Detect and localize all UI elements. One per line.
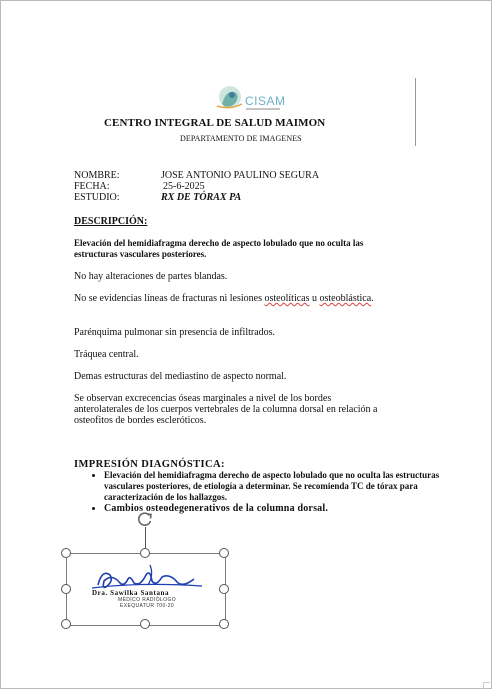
resize-handle-left[interactable] (61, 584, 71, 594)
center-name: CENTRO INTEGRAL DE SALUD MAIMON (104, 117, 326, 129)
signature-title: MÉDICO RADIÓLOGO (118, 597, 177, 603)
signature-name: Dra. Sawilka Santana (92, 589, 170, 597)
resize-handle-right[interactable] (219, 584, 229, 594)
finding-parenchyma: Parénquima pulmonar sin presencia de infiltrados. (74, 327, 276, 338)
resize-handle-top-right[interactable] (219, 548, 229, 558)
spellcheck-word-osteoliticas[interactable]: osteolíticas (264, 293, 310, 304)
finding-diaphragm: Elevación del hemidiafragma derecho de aspecto lobulado que no oculta las estructuras vasculares posteriores. (74, 238, 364, 259)
date-value: 25-6-2025 (163, 181, 205, 192)
study-value: RX DE TÓRAX PA (161, 192, 242, 203)
finding-vertebrae: Se observan excrecencias óseas marginales a nivel de los bordes anterolaterales de los cuerpos vertebrales de la columna dorsal en relación a osteofitos de bordes escleróticos. (74, 393, 378, 426)
resize-handle-top-left[interactable] (61, 548, 71, 558)
resize-handle-bottom[interactable] (140, 619, 150, 629)
name-value: JOSE ANTONIO PAULINO SEGURA (161, 170, 320, 181)
resize-handle-top[interactable] (140, 548, 150, 558)
description-heading: DESCRIPCIÓN: (74, 216, 148, 227)
finding-fractures-text-e: . (371, 293, 374, 304)
finding-mediastinum: Demas estructuras del mediastino de aspecto normal. (74, 371, 287, 382)
rotate-handle-icon[interactable] (136, 510, 154, 528)
date-label: FECHA: (74, 181, 110, 192)
logo-tagline (246, 108, 280, 110)
impression-list (88, 470, 444, 514)
spellcheck-word-osteoblastica[interactable]: osteoblástica (319, 293, 372, 304)
signature-exequatur: EXEQUATUR 700-20 (119, 603, 175, 609)
finding-fractures-text-c: u (309, 293, 320, 304)
page-corner (483, 682, 490, 689)
department-name: DEPARTAMENTO DE IMAGENES (180, 134, 302, 143)
impression-heading: IMPRESIÓN DIAGNÓSTICA: (74, 459, 225, 470)
finding-soft-tissue: No hay alteraciones de partes blandas. (74, 271, 228, 282)
resize-handle-bottom-right[interactable] (219, 619, 229, 629)
signature-credentials (118, 597, 176, 609)
name-label: NOMBRE: (74, 170, 120, 181)
study-label: ESTUDIO: (74, 192, 120, 203)
finding-fractures (74, 293, 374, 304)
finding-trachea: Tráquea central. (74, 349, 139, 360)
logo-wordmark: CISAM (245, 94, 286, 108)
finding-fractures-text-a: No se evidencias líneas de fracturas ni lesiones (74, 293, 265, 304)
resize-handle-bottom-left[interactable] (61, 619, 71, 629)
margin-guide-line (415, 78, 416, 146)
impression-item: • Cambios osteodegenerativos de la columna dorsal. (104, 503, 444, 514)
impression-item: • Elevación del hemidiafragma derecho de aspecto lobulado que no oculta las estructuras vasculares posteriores, de etiología a determinar. Se recomienda TC de tórax para caracterización de los hallazgos. (104, 470, 444, 503)
